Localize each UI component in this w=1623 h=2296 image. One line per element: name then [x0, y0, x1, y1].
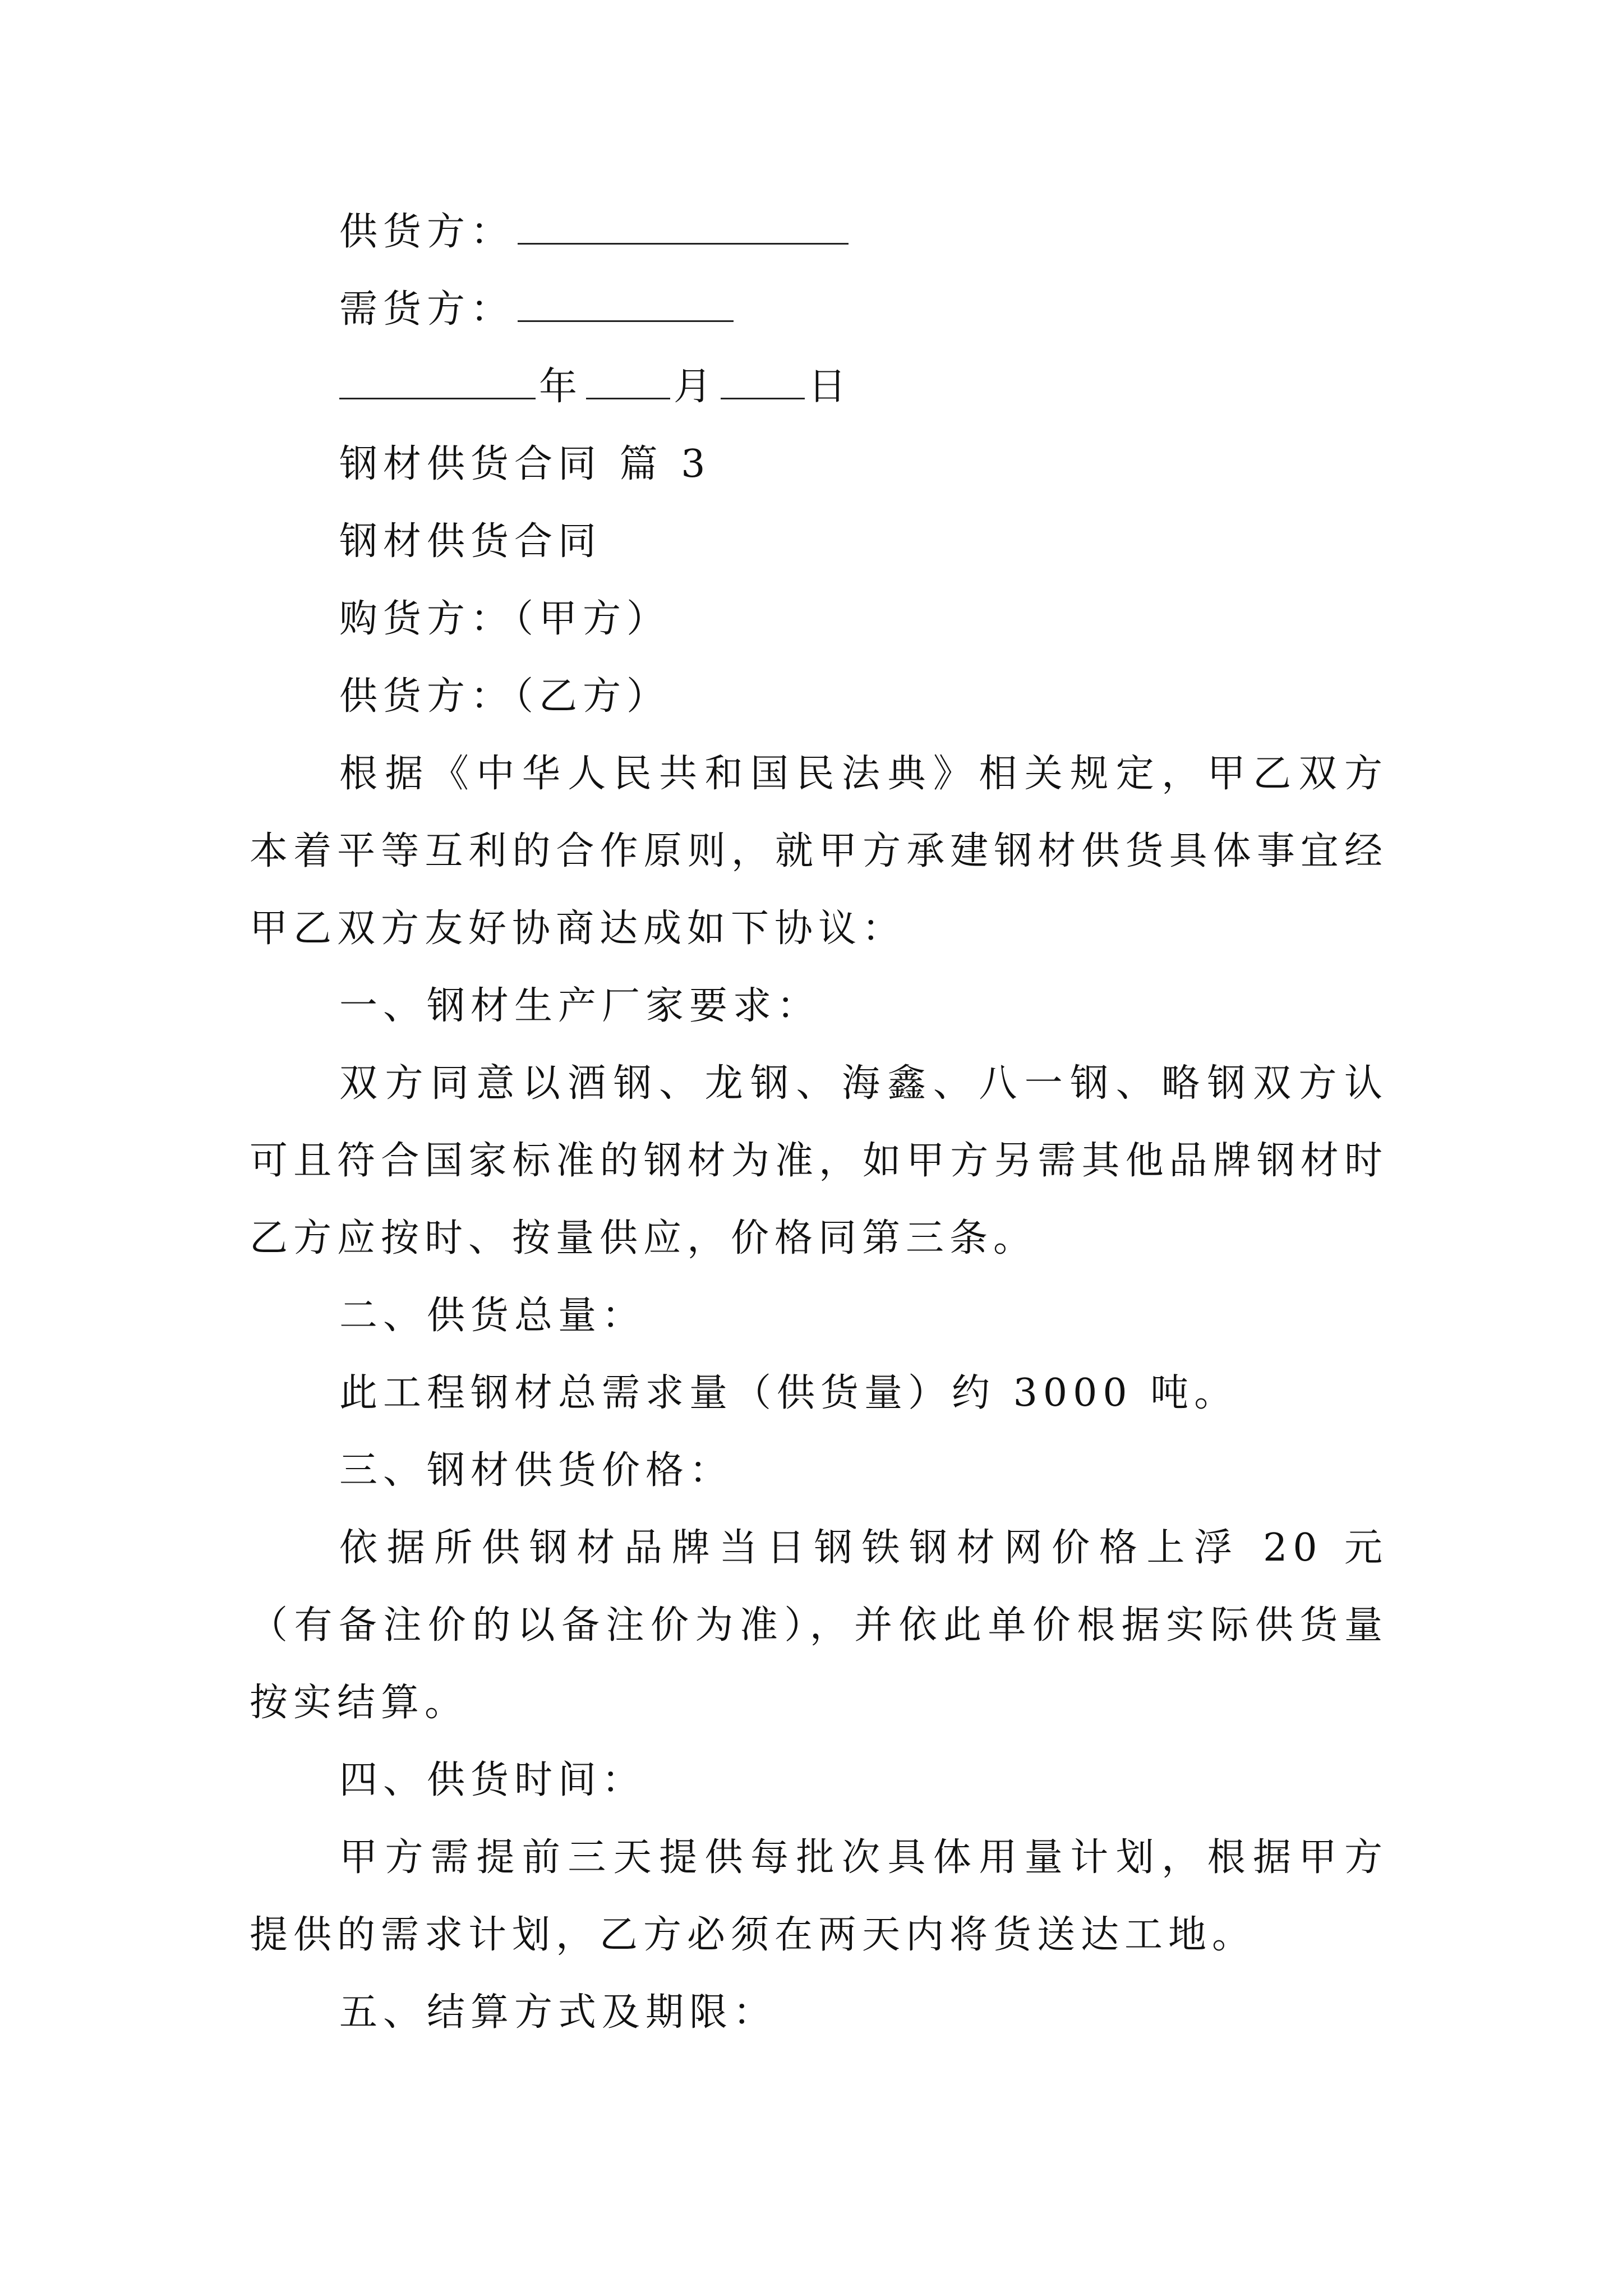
- month-label: 月: [674, 365, 718, 409]
- clause-body: 双方同意以酒钢、龙钢、海鑫、八一钢、略钢双方认可且符合国家标准的钢材为准，如甲方另需其他品牌钢材时乙方应按时、按量供应，价格同第三条。: [250, 1061, 1388, 1260]
- intro-paragraph: 根据《中华人民共和国民法典》相关规定，甲乙双方本着平等互利的合作原则，就甲方承建钢材供货具体事宜经甲乙双方友好协商达成如下协议：: [250, 752, 1388, 951]
- section-heading: 钢材供货合同 篇 3: [339, 442, 711, 486]
- document-body: [250, 194, 1388, 2051]
- day-label: 日: [808, 365, 852, 409]
- clause-heading: 五、结算方式及期限：: [339, 1990, 777, 2035]
- contract-title: 钢材供货合同: [339, 519, 602, 564]
- clause-body: 此工程钢材总需求量（供货量）约 3000 吨。: [339, 1371, 1238, 1415]
- supplier-blank: [518, 220, 849, 245]
- clause-heading: 二、供货总量：: [339, 1294, 646, 1338]
- clause-heading: 四、供货时间：: [339, 1758, 646, 1802]
- clause-body: 甲方需提前三天提供每批次具体用量计划，根据甲方提供的需求计划，乙方必须在两天内将货送达工地。: [250, 1835, 1388, 1957]
- supplier-signature-line: [250, 194, 1388, 271]
- year-label: 年: [539, 365, 583, 409]
- buyer-label: 需货方：: [339, 287, 515, 332]
- party-b: 供货方：（乙方）: [339, 674, 671, 719]
- day-blank: [721, 375, 805, 399]
- year-blank: [339, 375, 536, 399]
- clause-heading: 三、钢材供货价格：: [339, 1448, 734, 1493]
- buyer-blank: [518, 298, 734, 322]
- party-a: 购货方：（甲方）: [339, 597, 671, 641]
- month-blank: [586, 375, 670, 399]
- clause-heading: 一、钢材生产厂家要求：: [339, 984, 821, 1028]
- clause-body: 依据所供钢材品牌当日钢铁钢材网价格上浮 20 元（有备注价的以备注价为准），并依此单价根据实际供货量按实结算。: [250, 1526, 1388, 1725]
- buyer-signature-line: [250, 271, 1388, 348]
- date-line: [250, 348, 1388, 426]
- supplier-label: 供货方：: [339, 210, 515, 254]
